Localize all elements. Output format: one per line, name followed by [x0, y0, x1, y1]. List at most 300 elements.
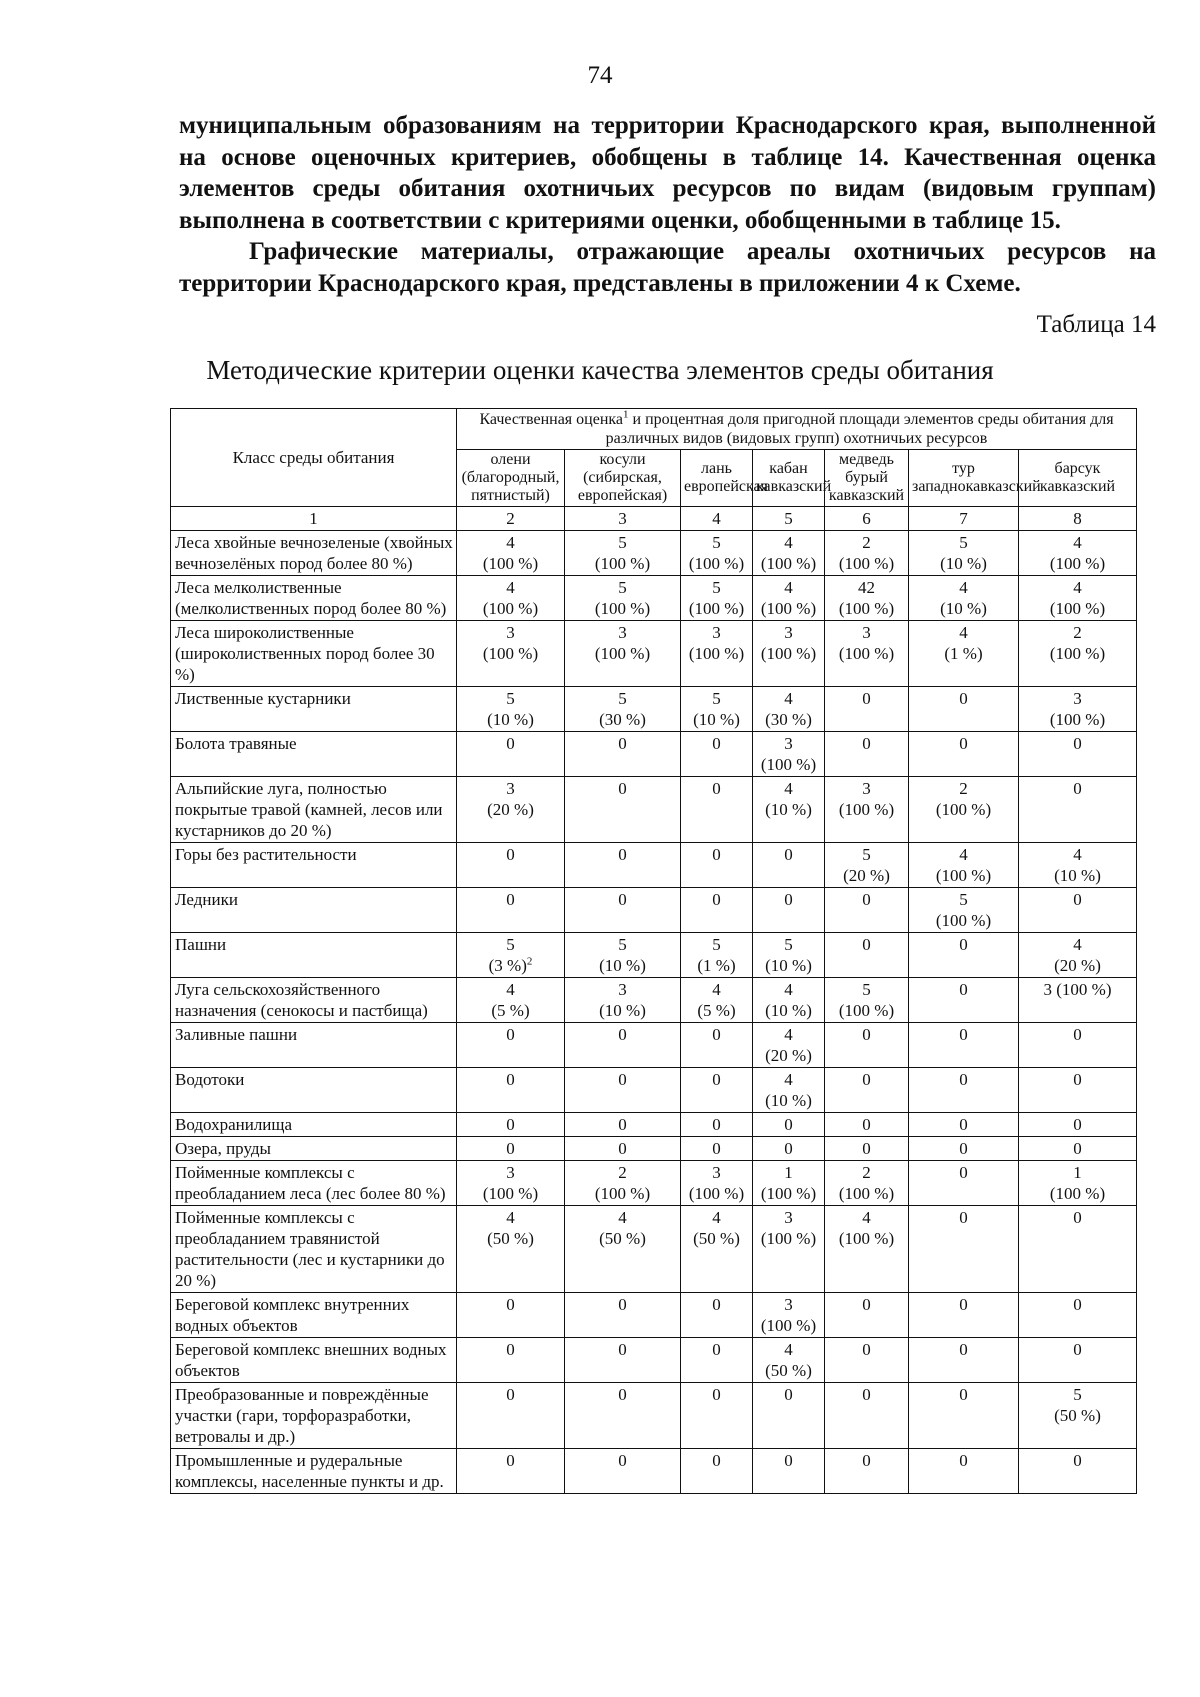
habitat-class-cell: Горы без растительности [171, 843, 457, 888]
score-value: 0 [618, 1385, 627, 1404]
share-percent: (20 %) [1054, 956, 1101, 975]
score-value: 4 [784, 980, 793, 999]
score-cell [681, 1338, 753, 1383]
score-value: 3 [712, 623, 721, 642]
score-value: 0 [506, 1340, 515, 1359]
score-value: 0 [1073, 1295, 1082, 1314]
share-percent: (100 %) [838, 800, 895, 819]
intro-paragraph-1: муниципальным образованиям на территории Краснодарского края, выполненной на основе оценочных критериев, обобщены в таблице 14. Качественная оценка элементов среды обитания охотничьих ресурсов по видам (видовым группам) выполнена в соответствии с критериями оценки, обобщенными в таблице 15. [179, 112, 1156, 234]
score-cell [681, 843, 753, 888]
table-label: Таблица 14 [1036, 311, 1156, 338]
share-percent: (100 %) [482, 599, 539, 618]
score-cell [909, 1113, 1019, 1137]
score-value: 4 [506, 578, 515, 597]
score-value: 0 [618, 1451, 627, 1470]
score-value: 4 [1073, 845, 1082, 864]
score-cell [825, 1338, 909, 1383]
share-percent-wrap [460, 955, 561, 976]
score-value: 3 (100 %) [1043, 980, 1112, 999]
score-value: 2 [959, 779, 968, 798]
score-value: 0 [959, 1340, 968, 1359]
share-percent: (50 %) [1054, 1406, 1101, 1425]
score-value: 0 [506, 1115, 515, 1134]
score-cell [681, 1023, 753, 1068]
score-value: 5 [959, 533, 968, 552]
score-value: 2 [862, 533, 871, 552]
share-percent: (100 %) [594, 599, 651, 618]
score-cell [681, 1137, 753, 1161]
score-value: 0 [712, 1385, 721, 1404]
score-cell [681, 888, 753, 933]
score-value: 3 [618, 980, 627, 999]
score-cell [909, 978, 1019, 1023]
score-cell [457, 777, 565, 843]
score-value: 0 [1073, 890, 1082, 909]
score-value: 0 [712, 779, 721, 798]
share-percent: (100 %) [1049, 599, 1106, 618]
species-header: барсук кавказский [1019, 450, 1137, 507]
score-value: 0 [618, 779, 627, 798]
score-cell [681, 1383, 753, 1449]
score-cell [681, 1206, 753, 1293]
score-cell [565, 777, 681, 843]
score-value: 0 [618, 734, 627, 753]
table-row [171, 1206, 1137, 1293]
score-cell [565, 1338, 681, 1383]
score-value: 5 [618, 935, 627, 954]
score-value: 0 [712, 1070, 721, 1089]
score-cell [909, 1293, 1019, 1338]
score-value: 0 [959, 1208, 968, 1227]
score-value: 0 [862, 890, 871, 909]
score-value: 0 [618, 1340, 627, 1359]
score-value: 0 [959, 1451, 968, 1470]
score-value: 0 [862, 1139, 871, 1158]
score-cell [825, 621, 909, 687]
score-value: 0 [862, 1070, 871, 1089]
score-cell [909, 1137, 1019, 1161]
score-cell [565, 1383, 681, 1449]
score-value: 5 [712, 578, 721, 597]
score-value: 5 [618, 578, 627, 597]
score-value: 0 [618, 845, 627, 864]
share-percent: (100 %) [688, 599, 745, 618]
score-cell [825, 1293, 909, 1338]
column-number: 4 [681, 507, 753, 531]
share-percent: (100 %) [760, 1184, 817, 1203]
share-percent: (100 %) [594, 554, 651, 573]
score-value: 5 [959, 890, 968, 909]
score-cell [909, 1023, 1019, 1068]
score-value: 0 [506, 1025, 515, 1044]
score-value: 0 [959, 689, 968, 708]
score-cell [1019, 531, 1137, 576]
share-percent: (10 %) [487, 710, 534, 729]
share-percent: (10 %) [765, 1001, 812, 1020]
score-value: 0 [959, 1163, 968, 1182]
score-value: 0 [959, 1070, 968, 1089]
score-cell [457, 621, 565, 687]
habitat-class-cell: Пойменные комплексы с преобладанием травянистой растительности (лес и кустарники до 20 %) [171, 1206, 457, 1293]
score-cell [753, 1137, 825, 1161]
score-value: 0 [506, 1385, 515, 1404]
score-cell [457, 1338, 565, 1383]
share-percent: (100 %) [760, 1316, 817, 1335]
share-percent: (100 %) [482, 644, 539, 663]
score-value: 0 [506, 1295, 515, 1314]
score-value: 4 [1073, 533, 1082, 552]
table-row [171, 1383, 1137, 1449]
score-cell [909, 843, 1019, 888]
habitat-class-cell: Лиственные кустарники [171, 687, 457, 732]
score-cell [681, 531, 753, 576]
score-value: 5 [862, 980, 871, 999]
score-value: 3 [784, 623, 793, 642]
score-value: 0 [506, 890, 515, 909]
score-cell [909, 777, 1019, 843]
share-percent: (20 %) [765, 1046, 812, 1065]
share-percent: (100 %) [760, 599, 817, 618]
share-percent: (100 %) [760, 1229, 817, 1248]
score-cell [1019, 1206, 1137, 1293]
score-cell [753, 777, 825, 843]
score-cell [681, 1161, 753, 1206]
score-cell [753, 1113, 825, 1137]
score-value: 0 [862, 1451, 871, 1470]
share-percent: (100 %) [935, 800, 992, 819]
score-cell [909, 888, 1019, 933]
score-cell [565, 933, 681, 978]
share-percent: (5 %) [697, 1001, 736, 1020]
share-percent: (10 %) [765, 1091, 812, 1110]
score-cell [457, 531, 565, 576]
share-percent: (1 %) [944, 644, 983, 663]
share-percent: (10 %) [940, 599, 987, 618]
score-value: 0 [1073, 779, 1082, 798]
score-value: 2 [862, 1163, 871, 1182]
score-cell [1019, 1113, 1137, 1137]
score-cell [753, 1161, 825, 1206]
score-cell [825, 1383, 909, 1449]
score-cell [753, 1449, 825, 1494]
score-cell [565, 978, 681, 1023]
score-cell [909, 732, 1019, 777]
score-cell [1019, 933, 1137, 978]
species-header: лань европейская [681, 450, 753, 507]
score-value: 0 [1073, 1208, 1082, 1227]
score-cell [1019, 621, 1137, 687]
habitat-class-cell: Водотоки [171, 1068, 457, 1113]
habitat-class-cell: Преобразованные и повреждённые участки (гари, торфоразработки, ветровалы и др.) [171, 1383, 457, 1449]
table-row [171, 1113, 1137, 1137]
share-percent: (5 %) [491, 1001, 530, 1020]
score-cell [565, 1293, 681, 1338]
species-header: косули (сибирская, европейская) [565, 450, 681, 507]
score-cell [909, 1161, 1019, 1206]
score-value: 3 [712, 1163, 721, 1182]
score-cell [681, 732, 753, 777]
habitat-class-cell: Водохранилища [171, 1113, 457, 1137]
score-value: 0 [862, 935, 871, 954]
score-cell [753, 978, 825, 1023]
share-percent: (100 %) [935, 866, 992, 885]
share-percent: (50 %) [765, 1361, 812, 1380]
score-cell [825, 1068, 909, 1113]
score-value: 0 [618, 1070, 627, 1089]
column-number: 3 [565, 507, 681, 531]
footnote-mark: 1 [623, 408, 629, 421]
score-cell [457, 1449, 565, 1494]
share-percent: (100 %) [1049, 644, 1106, 663]
score-cell [825, 777, 909, 843]
species-header: тур западнокавказский [909, 450, 1019, 507]
column-number: 7 [909, 507, 1019, 531]
table-row [171, 531, 1137, 576]
column-number: 8 [1019, 507, 1137, 531]
score-value: 3 [862, 623, 871, 642]
habitat-class-cell: Заливные пашни [171, 1023, 457, 1068]
score-cell [681, 933, 753, 978]
score-value: 0 [959, 980, 968, 999]
habitat-class-cell: Пашни [171, 933, 457, 978]
score-cell [825, 978, 909, 1023]
score-cell [909, 687, 1019, 732]
score-value: 0 [959, 1139, 968, 1158]
share-percent: (100 %) [594, 644, 651, 663]
score-value: 0 [712, 890, 721, 909]
score-cell [825, 531, 909, 576]
score-value: 4 [506, 980, 515, 999]
share-percent: (100 %) [838, 599, 895, 618]
score-value: 0 [712, 1139, 721, 1158]
habitat-class-cell: Леса мелколиственные (мелколиственных пород более 80 %) [171, 576, 457, 621]
table-row [171, 978, 1137, 1023]
group-header [457, 409, 1137, 450]
score-value: 0 [618, 1139, 627, 1158]
score-value: 0 [784, 1385, 793, 1404]
class-header: Класс среды обитания [171, 409, 457, 507]
score-cell [1019, 687, 1137, 732]
score-value: 5 [712, 533, 721, 552]
habitat-criteria-table [170, 408, 1137, 1494]
score-value: 0 [862, 1295, 871, 1314]
score-cell [1019, 1383, 1137, 1449]
score-value: 0 [618, 1025, 627, 1044]
share-percent: (10 %) [1054, 866, 1101, 885]
score-value: 0 [862, 1385, 871, 1404]
share-percent: (100 %) [838, 1229, 895, 1248]
score-value: 1 [1073, 1163, 1082, 1182]
score-value: 2 [1073, 623, 1082, 642]
score-cell [681, 1293, 753, 1338]
score-cell [909, 1449, 1019, 1494]
score-value: 4 [506, 1208, 515, 1227]
score-cell [457, 1068, 565, 1113]
score-value: 4 [1073, 578, 1082, 597]
score-value: 4 [506, 533, 515, 552]
score-value: 5 [712, 689, 721, 708]
score-cell [565, 888, 681, 933]
habitat-class-cell: Болота травяные [171, 732, 457, 777]
share-percent: (100 %) [838, 554, 895, 573]
score-value: 0 [618, 1295, 627, 1314]
score-cell [909, 933, 1019, 978]
score-value: 0 [1073, 734, 1082, 753]
score-cell [681, 687, 753, 732]
score-cell [565, 687, 681, 732]
share-percent: (100 %) [838, 1184, 895, 1203]
share-percent: (100 %) [760, 755, 817, 774]
species-header: олени (благородный, пятнистый) [457, 450, 565, 507]
score-cell [825, 732, 909, 777]
table-row [171, 888, 1137, 933]
score-cell [681, 1113, 753, 1137]
score-cell [1019, 888, 1137, 933]
score-value: 4 [784, 578, 793, 597]
score-value: 4 [784, 1070, 793, 1089]
score-cell [753, 531, 825, 576]
score-cell [753, 1068, 825, 1113]
score-value: 2 [618, 1163, 627, 1182]
score-cell [753, 1338, 825, 1383]
table-row [171, 687, 1137, 732]
score-cell [753, 1383, 825, 1449]
habitat-class-cell: Луга сельскохозяйственного назначения (сенокосы и пастбища) [171, 978, 457, 1023]
share-percent: (100 %) [760, 554, 817, 573]
score-cell [457, 1383, 565, 1449]
page-number: 74 [587, 62, 613, 89]
intro-paragraph-2: Графические материалы, отражающие ареалы охотничьих ресурсов на территории Краснодарского края, представлены в приложении 4 к Схеме. [179, 238, 1156, 297]
score-cell [565, 1449, 681, 1494]
score-cell [909, 1206, 1019, 1293]
score-value: 0 [959, 1025, 968, 1044]
score-value: 4 [1073, 935, 1082, 954]
habitat-class-cell: Промышленные и рудеральные комплексы, населенные пункты и др. [171, 1449, 457, 1494]
score-value: 0 [862, 1340, 871, 1359]
score-value: 3 [784, 734, 793, 753]
header-row-1 [171, 409, 1137, 450]
score-value: 5 [784, 935, 793, 954]
group-header-lead: Качественная оценка [479, 411, 624, 428]
table-title: Методические критерии оценки качества элементов среды обитания [206, 355, 994, 385]
score-value: 3 [506, 1163, 515, 1182]
score-value: 4 [784, 779, 793, 798]
score-value: 3 [862, 779, 871, 798]
share-percent: (100 %) [688, 644, 745, 663]
score-value: 3 [506, 623, 515, 642]
species-header: кабан кавказский [753, 450, 825, 507]
score-value: 3 [1073, 689, 1082, 708]
score-cell [1019, 843, 1137, 888]
score-value: 0 [506, 1451, 515, 1470]
score-cell [753, 621, 825, 687]
score-cell [825, 687, 909, 732]
score-cell [753, 1206, 825, 1293]
score-cell [909, 621, 1019, 687]
share-percent: (50 %) [693, 1229, 740, 1248]
score-cell [565, 843, 681, 888]
score-cell [565, 732, 681, 777]
table-row [171, 1338, 1137, 1383]
score-cell [457, 576, 565, 621]
score-cell [1019, 1068, 1137, 1113]
share-percent: (30 %) [765, 710, 812, 729]
share-percent: (10 %) [693, 710, 740, 729]
score-value: 0 [712, 1451, 721, 1470]
share-percent: (100 %) [482, 1184, 539, 1203]
score-value: 1 [784, 1163, 793, 1182]
score-value: 0 [959, 1115, 968, 1134]
score-cell [753, 732, 825, 777]
score-value: 4 [784, 1340, 793, 1359]
table-row [171, 1137, 1137, 1161]
score-value: 0 [712, 734, 721, 753]
score-value: 0 [862, 1115, 871, 1134]
score-value: 0 [712, 1295, 721, 1314]
share-percent: (50 %) [599, 1229, 646, 1248]
score-cell [457, 843, 565, 888]
share-percent: (100 %) [1049, 710, 1106, 729]
table-row [171, 1293, 1137, 1338]
share-percent: (10 %) [765, 956, 812, 975]
share-percent: (50 %) [487, 1229, 534, 1248]
score-cell [1019, 576, 1137, 621]
table-row [171, 777, 1137, 843]
share-percent: (10 %) [940, 554, 987, 573]
score-value: 0 [862, 689, 871, 708]
score-cell [565, 576, 681, 621]
score-cell [681, 1068, 753, 1113]
score-cell [753, 933, 825, 978]
habitat-class-cell: Озера, пруды [171, 1137, 457, 1161]
score-value: 5 [618, 689, 627, 708]
share-percent: (20 %) [487, 800, 534, 819]
habitat-class-cell: Ледники [171, 888, 457, 933]
score-cell [1019, 1449, 1137, 1494]
score-value: 4 [959, 845, 968, 864]
score-value: 0 [1073, 1025, 1082, 1044]
habitat-class-cell: Береговой комплекс внешних водных объектов [171, 1338, 457, 1383]
share-percent: (100 %) [688, 554, 745, 573]
score-cell [681, 1449, 753, 1494]
score-cell [909, 1068, 1019, 1113]
habitat-class-cell: Береговой комплекс внутренних водных объектов [171, 1293, 457, 1338]
share-percent: (100 %) [838, 644, 895, 663]
table-row [171, 576, 1137, 621]
score-cell [825, 933, 909, 978]
score-value: 0 [506, 734, 515, 753]
score-cell [565, 1137, 681, 1161]
share-percent: (100 %) [594, 1184, 651, 1203]
share-percent: (10 %) [599, 956, 646, 975]
score-value: 5 [1073, 1385, 1082, 1404]
score-value: 4 [618, 1208, 627, 1227]
score-cell [457, 732, 565, 777]
score-cell [909, 1338, 1019, 1383]
score-value: 0 [959, 1385, 968, 1404]
score-cell [1019, 1137, 1137, 1161]
share-percent: (100 %) [935, 911, 992, 930]
score-value: 0 [862, 1025, 871, 1044]
score-value: 4 [784, 1025, 793, 1044]
score-cell [825, 1161, 909, 1206]
score-value: 4 [959, 578, 968, 597]
score-value: 5 [712, 935, 721, 954]
score-cell [825, 1449, 909, 1494]
score-value: 0 [618, 890, 627, 909]
table-row [171, 1161, 1137, 1206]
score-cell [753, 1293, 825, 1338]
